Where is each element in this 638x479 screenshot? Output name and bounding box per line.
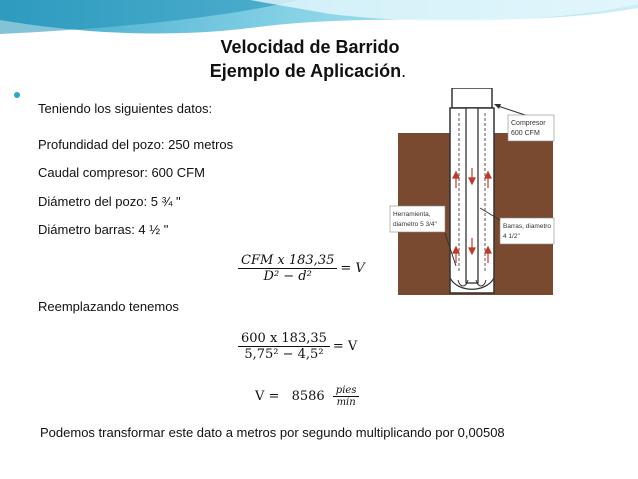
data-line-well-diameter: Diámetro del pozo: 5 ¾ " bbox=[38, 194, 181, 209]
svg-text:diametro 5 3/4": diametro 5 3/4" bbox=[393, 221, 437, 228]
svg-text:600 CFM: 600 CFM bbox=[511, 130, 540, 137]
data-line-depth: Profundidad del pozo: 250 metros bbox=[38, 137, 234, 152]
bullet-icon bbox=[14, 92, 20, 98]
conclusion-text: Podemos transformar este dato a metros por segundo multiplicando por 0,00508 bbox=[40, 425, 505, 440]
svg-text:Herramienta,: Herramienta, bbox=[393, 211, 431, 218]
formula-substituted: $\frac{600 x 183,35}{\text{5,75² − 4,5²}}$ = V bbox=[238, 331, 357, 362]
slide-subtitle: Ejemplo de Aplicación. bbox=[209, 61, 407, 81]
svg-text:4 1/2": 4 1/2" bbox=[503, 233, 520, 240]
well-diagram bbox=[388, 88, 568, 298]
svg-text:Barras, diametro: Barras, diametro bbox=[503, 223, 552, 230]
replacing-text: Reemplazando tenemos bbox=[38, 299, 179, 314]
formula-general: $\frac{\text{CFM x 183,35}}{\text{D² − d²}}$ = V bbox=[238, 253, 365, 284]
data-line-rod-diameter: Diámetro barras: 4 ½ " bbox=[38, 222, 169, 237]
data-line-flow: Caudal compresor: 600 CFM bbox=[38, 165, 205, 180]
formula-result: V = 8586 $\frac{\text{pies}}{\min}$ bbox=[252, 385, 359, 408]
svg-text:Compresor: Compresor bbox=[511, 120, 546, 127]
intro-text: Teniendo los siguientes datos: bbox=[38, 101, 213, 116]
slide-title: Velocidad de Barrido bbox=[220, 37, 400, 57]
